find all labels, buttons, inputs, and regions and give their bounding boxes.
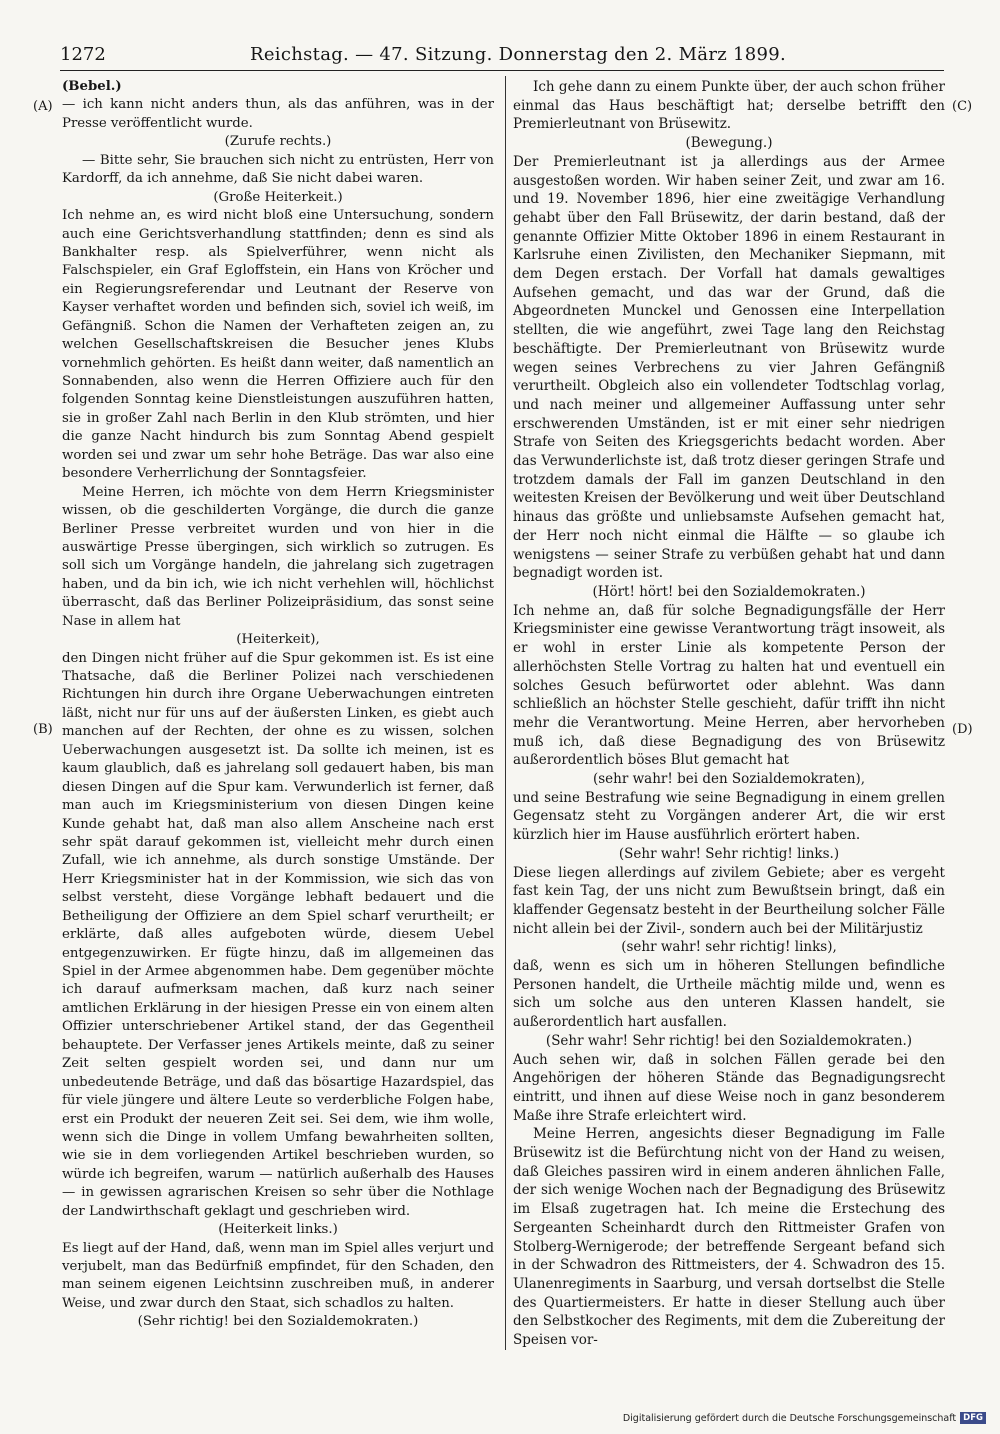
paragraph: Auch sehen wir, daß in solchen Fällen gerade bei den Angehörigen der höheren Stände das Begnadigungsrecht eintritt, und ihnen auf diese Weise noch in ganz besonderem Maße ihre Strafe erleichtert wird. <box>513 1051 945 1124</box>
running-title: Reichstag. — 47. Sitzung. Donnerstag den 2. März 1899. <box>250 44 787 65</box>
interjection: (Sehr wahr! Sehr richtig! bei den Sozialdemokraten.) <box>545 1032 913 1049</box>
header-rule <box>60 70 944 71</box>
paragraph: daß, wenn es sich um in höheren Stellungen befindliche Personen handelt, die Urtheile mächtig milde und, wenn es sich um solche aus den unteren Klassen handelt, sie außerordentlich hart ausfallen. <box>513 958 945 1031</box>
paragraph: Meine Herren, angesichts dieser Begnadigung im Falle Brüsewitz ist die Befürchtung nicht von der Hand zu weisen, daß Gleiches passiren wird in einem anderen ähnlichen Falle, der sich wenige Wochen nach der Begnadigung des Brüsewitz im Elsaß zugetragen hat. Ich meine die Erstechung des Sergeanten Scheinhardt durch den Rittmeister Grafen von Stolberg-Wernigerode; der betreffende Sergeant befand sich in der Schwadron des Rittmeisters, der 4. Schwadron des 15. Ulanenregiments in Saarburg, und versah dortselbst die Stelle des Quartiermeisters. Er hatte in dieser Stellung auch über den Selbstkocher des Regiments, mit dem die Zubereitung der Speisen vor- <box>513 1126 945 1349</box>
margin-marker-a: (A) <box>33 99 53 114</box>
paragraph: und seine Bestrafung wie seine Begnadigung in einem grellen Gegensatz steht zu Vorgängen anderer Art, die wir erst kürzlich hier im Hause ausführlich erörtert haben. <box>513 789 945 844</box>
interjection: (Hört! hört! bei den Sozialdemokraten.) <box>592 583 866 600</box>
page-number: 1272 <box>60 44 106 65</box>
margin-marker-b: (B) <box>33 722 53 737</box>
dfg-logo: DFG <box>960 1412 986 1424</box>
paragraph: Ich gehe dann zu einem Punkte über, der auch schon früher einmal das Haus beschäftigt hat; derselbe betrifft den Premierleutnant von Brüsewitz. <box>513 79 945 133</box>
interjection: (Sehr wahr! Sehr richtig! links.) <box>618 845 840 862</box>
left-column <box>62 78 494 1332</box>
interjection: (sehr wahr! bei den Sozialdemokraten), <box>592 771 866 788</box>
paragraph: Diese liegen allerdings auf zivilem Gebiete; aber es vergeht fast kein Tag, der uns nicht zum Bewußtsein bringt, daß ein klaffender Gegensatz besteht in der Beurtheilung solcher Fälle nicht allein bei der Zivil-, sondern auch bei der Militärjustiz <box>513 864 945 937</box>
margin-marker-c: (C) <box>952 99 973 114</box>
right-column <box>513 78 945 1350</box>
paragraph: — Bitte sehr, Sie brauchen sich nicht zu entrüsten, Herr von Kardorff, da ich annehme, daß Sie nicht dabei waren. <box>62 152 494 187</box>
paragraph: Der Premierleutnant ist ja allerdings aus der Armee ausgestoßen worden. Wir haben seiner Zeit, und zwar am 16. und 19. November 1896, hier eine zweitägige Verhandlung gehabt über den Fall Brüsewitz, der darin bestand, daß der genannte Offizier Mitte Oktober 1896 in einem Restaurant in Karlsruhe einen Zivilisten, den Mechaniker Siepmann, mit dem Degen erstach. Der Vorfall hat damals gewaltiges Aufsehen gemacht, und das war der Grund, daß die Abgeordneten Munckel und Genossen eine Interpellation stellten, die wie angeführt, zwei Tage lang den Reichstag beschäftigte. Der Premierleutnant von Brüsewitz wurde wegen seines Verbrechens zu vier Jahren Gefängniß verurtheilt. Obgleich also ein vollendeter Todtschlag vorlag, und nach meiner und allgemeiner Auffassung unter sehr erschwerenden Umständen, ist er mit einer sehr niedrigen Strafe von Seiten des Kriegsgerichts bedacht worden. Aber das Verwunderlichste ist, daß trotz dieser geringen Strafe und trotzdem damals der Fall im ganzen Deutschland in den weitesten Kreisen der Bevölkerung und weit über Deutschland hinaus das größte und unliebsamste Aufsehen gemacht hat, der Herr noch nicht einmal die Hälfte — so glaube ich wenigstens — seiner Strafe zu verbüßen gehabt hat und dann begnadigt worden ist. <box>513 153 945 582</box>
paragraph: Es liegt auf der Hand, daß, wenn man im Spiel alles verjurt und verjubelt, man das Bedürfniß empfindet, für den Schaden, den man seinem eigenen Leichtsinn zuschreiben muß, in anderer Weise, und zwar durch den Staat, sich schadlos zu halten. <box>62 1240 494 1311</box>
column-divider <box>505 76 506 1350</box>
interjection: (Sehr richtig! bei den Sozialdemokraten.) <box>137 1314 419 1330</box>
paragraph: Ich nehme an, daß für solche Begnadigungsfälle der Herr Kriegsminister eine gewisse Verantwortung trägt insoweit, als er wohl in erster Linie als kompetente Person der allerhöchsten Stelle Vortrag zu halten hat und eventuell ein solches Gesuch befürwortet oder ablehnt. Was dann schließlich an höchster Stelle geschieht, dafür trifft ihn nicht mehr die Verantwortung. Meine Herren, aber hervorheben muß ich, daß diese Begnadigung des von Brüsewitz außerordentlich böses Blut gemacht hat <box>513 602 945 769</box>
interjection: (Zurufe rechts.) <box>224 134 332 150</box>
interjection: (Große Heiterkeit.) <box>213 189 343 205</box>
interjection: (sehr wahr! sehr richtig! links), <box>621 939 837 956</box>
margin-marker-d: (D) <box>952 722 973 737</box>
interjection: (Heiterkeit links.) <box>218 1222 338 1238</box>
interjection: (Heiterkeit), <box>236 632 320 648</box>
footer-credit-text: Digitalisierung gefördert durch die Deutsche Forschungsgemeinschaft <box>622 1412 957 1424</box>
footer-credit <box>623 1412 986 1424</box>
speaker-name: (Bebel.) <box>62 79 122 94</box>
paragraph: Meine Herren, ich möchte von dem Herrn Kriegsminister wissen, ob die geschilderten Vorgänge, die durch die ganze Berliner Presse verbreitet wurden und von hier in die auswärtige Presse übergingen, sich wirklich so zutrugen. Es soll sich um Vorgänge handeln, die jahrelang sich zugetragen haben, und da bin ich, wie ich nicht verhehlen will, höchlichst überrascht, daß das Berliner Polizeipräsidium, das sonst seine Nase in allem hat <box>62 484 494 629</box>
paragraph: den Dingen nicht früher auf die Spur gekommen ist. Es ist eine Thatsache, daß die Berliner Polizei nach verschiedenen Richtungen hin durch ihre Organe Ueberwachungen eintreten läßt, nicht nur für uns auf der äußersten Linken, es giebt auch manchen auf der Rechten, der ohne es zu wissen, solchen Ueberwachungen ausgesetzt ist. Da sollte ich meinen, ist es kaum glaublich, daß es jahrelang soll gedauert haben, bis man diesen Dingen auf die Spur kam. Verwunderlich ist ferner, daß man auch im Kriegsministerium von diesen Dingen keine Kunde gehabt hat, daß man also allem Anscheine nach erst sehr spät darauf gekommen ist, vielleicht mehr durch einen Zufall, wie ich annehme, als durch sonstige Umstände. Der Herr Kriegsminister hat in der Kommission, wie sich das von selbst versteht, diese Vorgänge lebhaft bedauert und die Betheiligung der Offiziere an dem Spiel scharf verurtheilt; er erklärte, daß alles aufgeboten würde, diesem Uebel entgegenzuwirken. Er fügte hinzu, daß im allgemeinen das Spiel in der Armee abgenommen habe. Dem gegenüber möchte ich darauf aufmerksam machen, daß kurz nach seiner amtlichen Erklärung in der hiesigen Presse ein von einem alten Offizier unterschriebener Artikel stand, der das Gegentheil behauptete. Der Verfasser jenes Artikels meinte, daß zu seiner Zeit selten gespielt worden sei, und dann nur um unbedeutende Beträge, und daß das bösartige Hazardspiel, das für viele jüngere und ältere Leute so verderbliche Folgen habe, erst ein Produkt der neueren Zeit sei. Sei dem, wie ihm wolle, wenn sich die Dinge in vollem Umfang bewahrheiten sollten, wie sie in dem vorliegenden Artikel beschrieben wurden, so würde ich begreifen, warum — natürlich außerhalb des Hauses — in gewissen agrarischen Kreisen so sehr über die Nothlage der Landwirthschaft geklagt und geschrieben wird. <box>62 650 494 1219</box>
paragraph: — ich kann nicht anders thun, als das anführen, was in der Presse veröffentlicht wurde. <box>62 97 494 131</box>
paragraph: Ich nehme an, es wird nicht bloß eine Untersuchung, sondern auch eine Gerichtsverhandlung stattfinden; denn es sind als Bankhalter resp. als Spielverführer, wenn nicht als Falschspieler, ein Graf Egloffstein, ein Hans von Kröcher und ein Regierungsreferendar und Leutnant der Reserve von Kayser verhaftet worden und befinden sich, soviel ich weiß, im Gefängniß. Schon die Namen der Verhafteten zeigen an, zu welchen Gesellschaftskreisen die Besucher jenes Klubs vornehmlich gehörten. Es heißt dann weiter, daß namentlich an Sonnabenden, also wenn die Herren Offiziere auch für den folgenden Sonntag keine Dienstleistungen auszuführen hatten, sie in großer Zahl nach Berlin in den Klub strömten, und hier die ganze Nacht hindurch bis zum Sonntag Abend gespielt worden sei und zwar um sehr hohe Beträge. Das war also eine besondere Verherrlichung der Sonntagsfeier. <box>62 208 494 482</box>
page-header <box>60 44 944 70</box>
interjection: (Bewegung.) <box>685 135 773 152</box>
